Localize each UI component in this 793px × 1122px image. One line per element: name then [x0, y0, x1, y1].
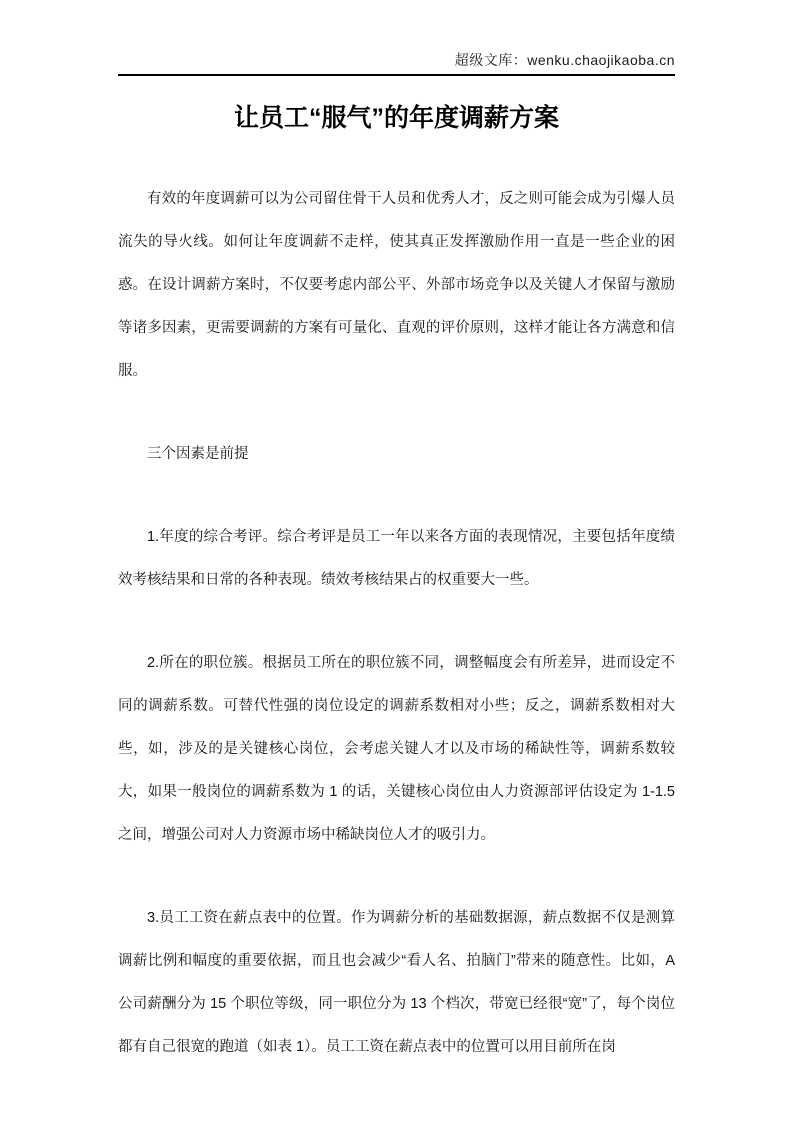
paragraph-factor-1: 1.年度的综合考评。综合考评是员工一年以来各方面的表现情况，主要包括年度绩效考核结果和日常的各种表现。绩效考核结果占的权重要大一些。: [118, 529, 675, 588]
document-body: [118, 178, 675, 1069]
document-content-column: [118, 0, 675, 1109]
site-name-label: 超级文库：: [454, 54, 528, 69]
document-title: 让员工“服气”的年度调薪方案: [233, 104, 559, 132]
paragraph-factor-3: 3.员工工资在薪点表中的位置。作为调薪分析的基础数据源，薪点数据不仅是测算调薪比例和幅度的重要依据，而且也会减少“看人名、拍脑门”带来的随意性。比如，A 公司薪酬分为 15 个职位等级，同一职位分为 13 个档次，带宽已经很“宽”了，每个岗位都有自己很宽的跑道（如表 1）。员工工资在薪点表中的位置可以用目前所在岗: [118, 910, 675, 1055]
document-header: [118, 50, 675, 76]
site-url-text: wenku.chaojikaoba.cn: [527, 52, 675, 68]
section-heading: 三个因素是前提: [147, 446, 249, 462]
paragraph-factor-2: 2.所在的职位簇。根据员工所在的职位簇不同，调整幅度会有所差异，进而设定不同的调薪系数。可替代性强的岗位设定的调薪系数相对小些；反之，调薪系数相对大些，如，涉及的是关键核心岗位，会考虑关键人才以及市场的稀缺性等，调薪系数较大，如果一般岗位的调薪系数为 1 的话，关键核心岗位由人力资源部评估设定为 1-1.5 之间，增强公司对人力资源市场中稀缺岗位人才的吸引力。: [118, 655, 675, 843]
paragraph-intro: 有效的年度调薪可以为公司留住骨干人员和优秀人才，反之则可能会成为引爆人员流失的导火线。如何让年度调薪不走样，使其真正发挥激励作用一直是一些企业的困惑。在设计调薪方案时，不仅要考虑内部公平、外部市场竞争以及关键人才保留与激励等诸多因素，更需要调薪的方案有可量化、直观的评价原则，这样才能让各方满意和信服。: [118, 191, 675, 379]
